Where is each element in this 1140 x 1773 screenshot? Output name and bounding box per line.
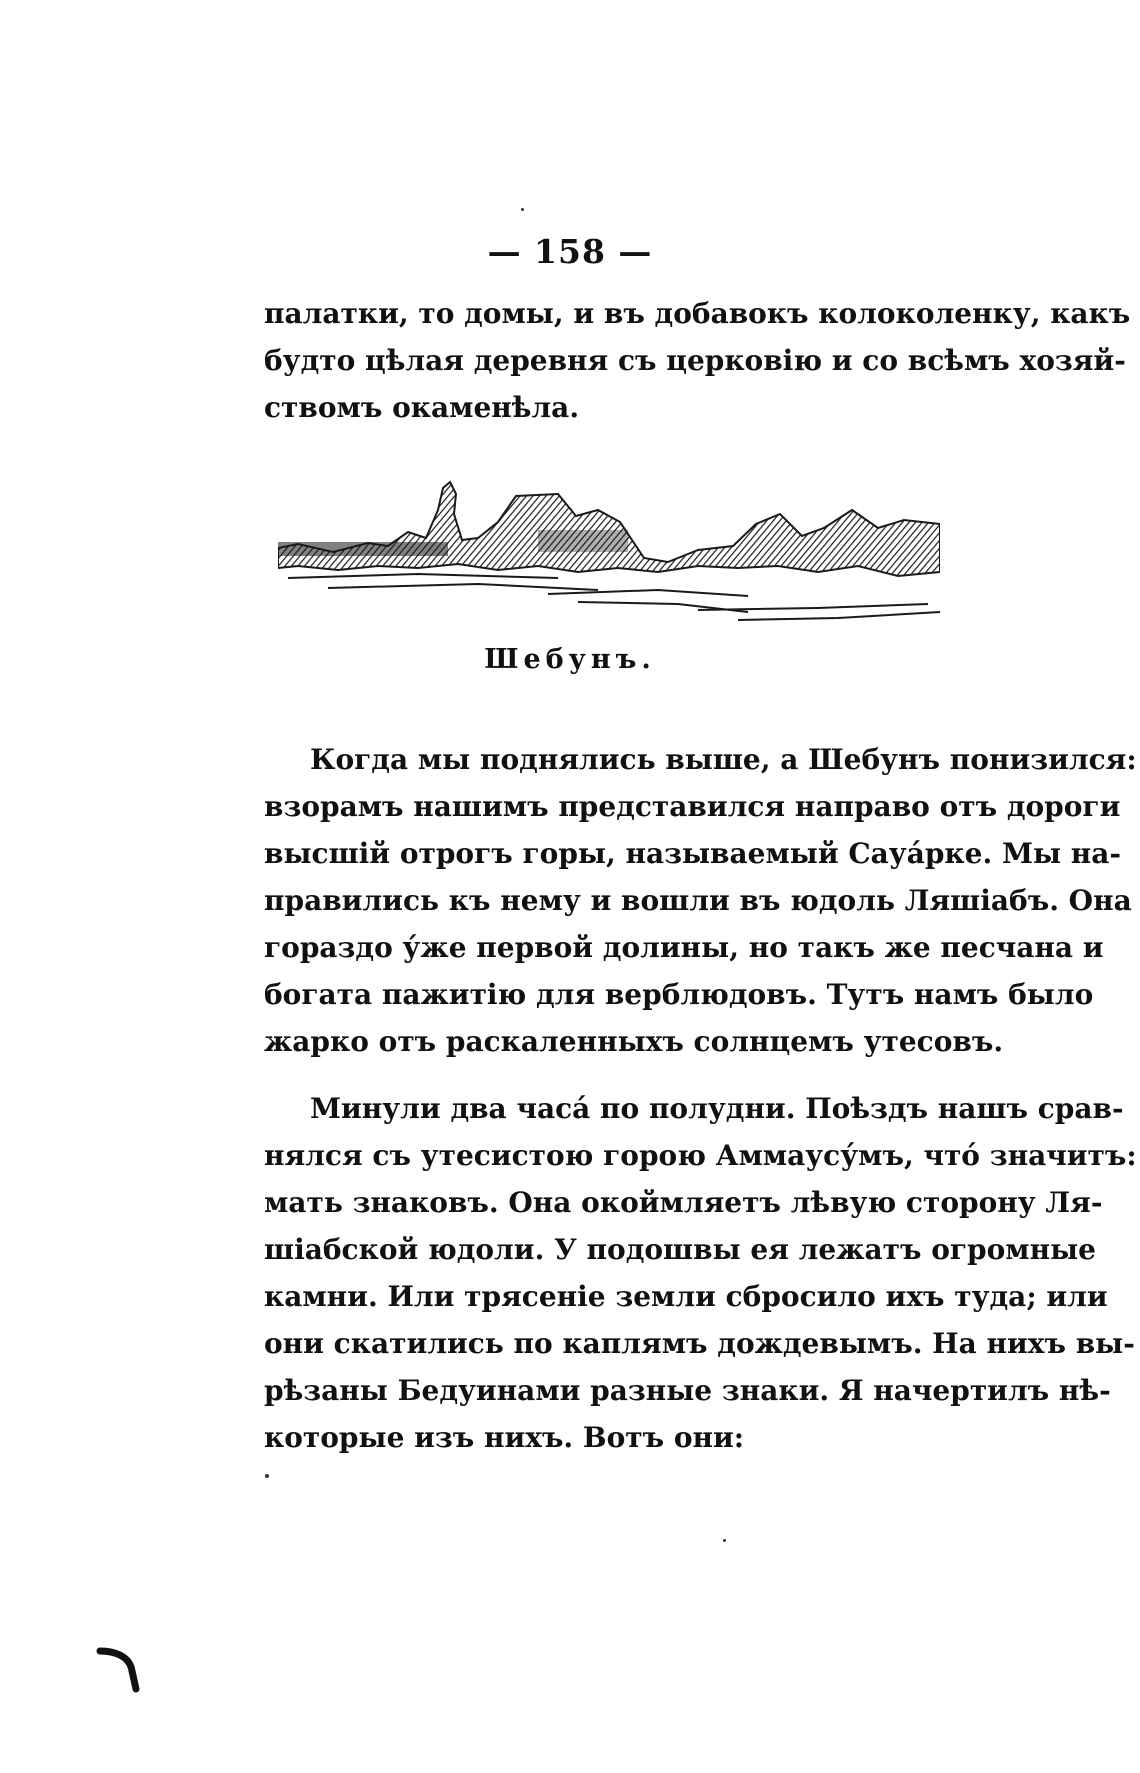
text-line: нялся съ утесистою горою Аммаусу́мъ, что́ значитъ: xyxy=(264,1139,1137,1172)
text-line: правились къ нему и вошли въ юдоль Ляшіабъ. Она xyxy=(264,884,1132,917)
text-line: они скатились по каплямъ дождевымъ. На нихъ вы- xyxy=(264,1327,1135,1360)
text-line: ствомъ окаменѣла. xyxy=(264,391,580,424)
ridge-shadow xyxy=(538,530,628,552)
text-line: гораздо у́же первой долины, но такъ же песчана и xyxy=(264,931,1104,964)
text-line: высшій отрогъ горы, называемый Сауа́рке. Мы на- xyxy=(264,837,1122,870)
ink-speck xyxy=(265,1474,269,1478)
text-line: шіабской юдоли. У подошвы ея лежатъ огромные xyxy=(264,1233,1096,1266)
text-line: жарко отъ раскаленныхъ солнцемъ утесовъ. xyxy=(264,1025,1004,1058)
text-line: камни. Или трясеніе земли сбросило ихъ туда; или xyxy=(264,1280,1108,1313)
mountain-illustration xyxy=(278,480,940,630)
page-number: — 158 — xyxy=(487,232,653,271)
ridge-shadow xyxy=(278,542,448,556)
text-line: палатки, то домы, и въ добавокъ колоколенку, какъ xyxy=(264,297,1131,330)
text-line: Минули два часа́ по полудни. Поѣздъ нашъ срав- xyxy=(310,1092,1124,1125)
text-line: взорамъ нашимъ представился направо отъ дороги xyxy=(264,790,1121,823)
text-line: богата пажитію для верблюдовъ. Тутъ намъ было xyxy=(264,978,1094,1011)
mountain-ridge xyxy=(278,482,940,576)
text-line: рѣзаны Бедуинами разные знаки. Я начертилъ нѣ- xyxy=(264,1374,1111,1407)
continuation-text xyxy=(264,290,1131,431)
paragraph xyxy=(264,1085,1137,1461)
text-line: которые изъ нихъ. Вотъ они: xyxy=(264,1421,745,1454)
ink-speck xyxy=(521,208,524,211)
corner-bracket-mark xyxy=(96,1645,146,1695)
text-line: мать знаковъ. Она окоймляетъ лѣвую сторону Ля- xyxy=(264,1186,1103,1219)
text-line: будто цѣлая деревня съ церковію и со всѣмъ хозяй- xyxy=(264,344,1126,377)
paragraph xyxy=(264,736,1137,1065)
ink-speck xyxy=(723,1539,726,1542)
figure-caption: Шебунъ. xyxy=(484,644,656,675)
text-line: Когда мы поднялись выше, а Шебунъ понизился: xyxy=(310,743,1137,776)
ground-lines xyxy=(288,574,940,620)
